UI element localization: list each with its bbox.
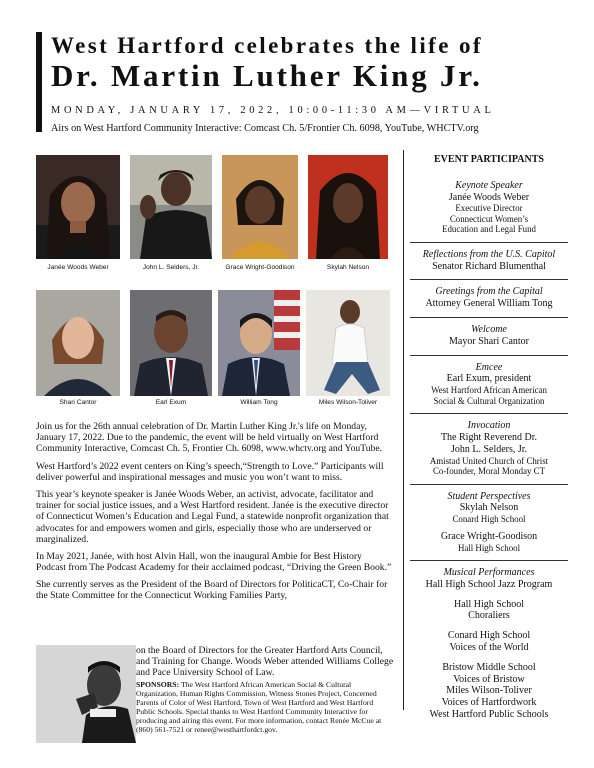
participant-name: Skylah Nelson bbox=[459, 502, 519, 514]
greetings-group bbox=[410, 286, 568, 310]
photo-john-selders bbox=[130, 155, 212, 259]
welcome-group bbox=[410, 324, 568, 348]
participant-name: Grace Wright-Goodison bbox=[440, 530, 538, 542]
performer-name: Hall High School Jazz Program bbox=[425, 578, 553, 590]
role-label: Keynote Speaker bbox=[455, 179, 523, 191]
performer-name: Voices of Bristow bbox=[453, 673, 525, 685]
title-line-2: Dr. Martin Luther King Jr. bbox=[51, 58, 483, 93]
performer-name: Voices of the World bbox=[449, 642, 529, 654]
photo-caption: Shari Cantor bbox=[59, 399, 97, 406]
participant-detail: Social & Cultural Organization bbox=[433, 395, 545, 406]
body-paragraph: Join us for the 26th annual celebration of Dr. Martin Luther King Jr.'s life on Monday, January 17, 2022. Due to the pandemic, the event will be held virtually on West Hartford Community Interactive, Comcast Ch. 5, Frontier Ch. 6098, www.whctv.org and YouTube. bbox=[36, 421, 383, 455]
performer-name: West Hartford Public Schools bbox=[429, 709, 549, 721]
photo-caption: Earl Exum bbox=[155, 399, 187, 406]
broadcast-info: Airs on West Hartford Community Interactive: Comcast Ch. 5/Frontier Ch. 6098, YouTube, WHCTV.org bbox=[51, 123, 479, 134]
photo-martin-luther-king bbox=[36, 645, 136, 743]
sponsors-block bbox=[136, 681, 394, 735]
musical-performances-group bbox=[410, 567, 568, 721]
event-participants-sidebar bbox=[410, 150, 568, 728]
section-rule bbox=[410, 484, 568, 485]
participant-detail: Amistad United Church of Christ bbox=[429, 455, 549, 466]
section-rule bbox=[410, 317, 568, 318]
performer-name: Bristow Middle School bbox=[442, 661, 536, 673]
participant-detail: Conard High School bbox=[452, 514, 526, 525]
section-rule bbox=[410, 355, 568, 356]
column-divider bbox=[403, 150, 404, 710]
role-label: Greetings from the Capital bbox=[435, 286, 543, 298]
performer-name: Voices of Hartfordwork bbox=[441, 697, 537, 709]
section-rule bbox=[410, 242, 568, 243]
section-rule bbox=[410, 560, 568, 561]
body-paragraph: West Hartford’s 2022 event centers on King’s speech,“Strength to Love.” Participants will deliver powerful and inspirational messages and music you won’t want to miss. bbox=[36, 460, 384, 483]
participant-detail: Hall High School bbox=[457, 542, 521, 553]
keynote-group bbox=[410, 180, 568, 235]
sidebar-title: EVENT PARTICIPANTS bbox=[434, 154, 544, 165]
role-label: Emcee bbox=[475, 361, 503, 373]
event-dateline: MONDAY, JANUARY 17, 2022, 10:00-11:30 AM—VIRTUAL bbox=[51, 105, 495, 116]
performer-name: Choraliers bbox=[468, 610, 510, 622]
body-paragraph: In May 2021, Janée, with host Alvin Hall, won the inaugural Ambie for Best History Podcast from The Podcast Academy for their acclaimed podcast, “Driving the Green Book.” bbox=[36, 550, 392, 574]
sponsors-text: The West Hartford African American Social & Cultural Organization, Human Rights Commission, Witness Stones Project, Concerned Parents of Color of West Hartford, Town of West Hartford and West Hartford Public Schools. Special thanks to West Hartford Community Interactive for producing and airing this event. For more information, contact Renée McCue at (860) 561-7521 or renee@westhartfordct.gov. bbox=[136, 680, 382, 734]
role-label: Reflections from the U.S. Capitol bbox=[422, 248, 556, 260]
sponsors-label: SPONSORS: bbox=[136, 680, 180, 689]
photo-caption: John L. Selders, Jr. bbox=[142, 264, 200, 271]
reflections-group bbox=[410, 249, 568, 273]
photo-earl-exum bbox=[130, 290, 212, 396]
body-paragraph: This year’s keynote speaker is Janée Woods Weber, an activist, advocate, facilitator and trainer for social justice issues, and a West Hartford resident. Janée is the executive director of Connecticut Women’s Education and Legal Fund, a statewide nonprofit organization that advocates for and empowers women and girls, especially those who are underserved or marginalized. bbox=[36, 488, 389, 545]
title-line-1: West Hartford celebrates the life of bbox=[51, 33, 483, 58]
participant-detail: Education and Legal Fund bbox=[442, 224, 536, 235]
role-label: Invocation bbox=[467, 420, 511, 432]
student-perspectives-group bbox=[410, 491, 568, 553]
participant-detail: West Hartford African American bbox=[431, 385, 547, 396]
emcee-group bbox=[410, 362, 568, 407]
photo-janee-woods-weber bbox=[36, 155, 120, 259]
photo-miles-wilson-toliver bbox=[306, 290, 390, 396]
photo-caption: Miles Wilson-Toliver bbox=[318, 399, 378, 406]
event-description bbox=[36, 421, 394, 608]
body-paragraph: She currently serves as the President of the Board of Directors for PoliticaCT, Co-Chair for the State Committee for the Connecticut Working Families Party, bbox=[36, 579, 388, 602]
participant-name: Janée Woods Weber bbox=[448, 191, 530, 203]
participant-name: The Right Reverend Dr. bbox=[440, 432, 538, 444]
body-paragraph-continued: on the Board of Directors for the Greater Hartford Arts Council, and Training for Change. Woods Weber attended Williams College and Pace University School of Law. bbox=[136, 645, 394, 679]
section-rule bbox=[410, 413, 568, 414]
participant-detail: Executive Director bbox=[455, 203, 523, 214]
role-label: Welcome bbox=[471, 324, 507, 336]
performer-name: Hall High School bbox=[454, 598, 524, 610]
participant-name: John L. Selders, Jr. bbox=[450, 443, 528, 455]
participant-name: Senator Richard Blumenthal bbox=[432, 260, 546, 272]
photo-skylah-nelson bbox=[308, 155, 388, 259]
participant-name: Attorney General William Tong bbox=[425, 298, 553, 310]
participant-detail: Connecticut Women’s bbox=[449, 213, 529, 224]
performer-name: Conard High School bbox=[447, 630, 531, 642]
participant-detail: Co-founder, Moral Monday CT bbox=[432, 466, 546, 477]
participant-name: Earl Exum, president bbox=[446, 373, 532, 385]
invocation-group bbox=[410, 420, 568, 476]
performer-name: Miles Wilson-Toliver bbox=[446, 685, 532, 697]
photo-shari-cantor bbox=[36, 290, 120, 396]
role-label: Student Perspectives bbox=[447, 490, 531, 502]
section-rule bbox=[410, 279, 568, 280]
photo-caption: William Tong bbox=[240, 399, 278, 406]
role-label: Musical Performances bbox=[443, 567, 535, 579]
photo-caption: Skylah Nelson bbox=[326, 264, 370, 271]
header-accent-bar bbox=[36, 32, 42, 132]
participant-name: Mayor Shari Cantor bbox=[449, 335, 529, 347]
photo-caption: Janée Woods Weber bbox=[47, 264, 109, 271]
photo-caption: Grace Wright-Goodison bbox=[225, 264, 295, 271]
photo-william-tong bbox=[218, 290, 300, 396]
photo-grace-wright-goodison bbox=[222, 155, 298, 259]
